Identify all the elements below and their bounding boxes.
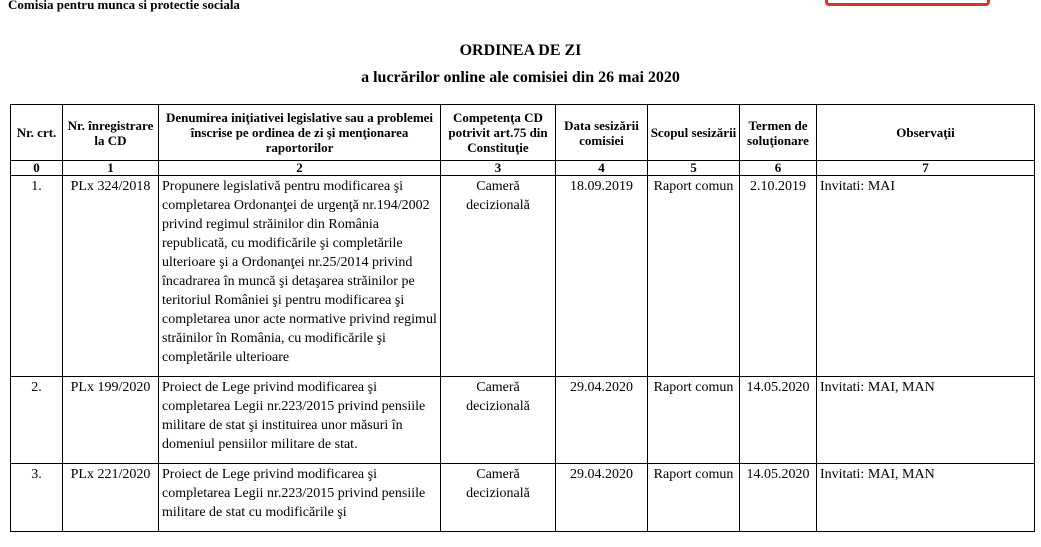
col-header-purpose: Scopul sesizării	[648, 105, 740, 161]
col-index: 1	[63, 161, 159, 176]
referral-date: 29.04.2020	[556, 377, 648, 464]
registration-number: PLx 221/2020	[63, 464, 159, 532]
col-header-date: Data sesizării comisiei	[556, 105, 648, 161]
table-row	[11, 176, 1035, 377]
col-index: 3	[441, 161, 556, 176]
initiative-title: Proiect de Lege privind modificarea şi completarea Legii nr.223/2015 privind pensiile militare de stat cu modificările şi	[159, 464, 441, 532]
competence: Cameră decizională	[441, 377, 556, 464]
resolution-deadline: 14.05.2020	[740, 464, 817, 532]
referral-purpose: Raport comun	[648, 377, 740, 464]
col-index: 6	[740, 161, 817, 176]
page-title: ORDINEA DE ZI	[459, 42, 582, 59]
competence: Cameră decizională	[441, 176, 556, 377]
column-index-row	[11, 161, 1035, 176]
col-index: 7	[817, 161, 1035, 176]
registration-stamp	[825, 0, 990, 6]
page-subtitle: a lucrărilor online ale comisiei din 26 mai 2020	[361, 69, 680, 86]
row-number: 1.	[11, 176, 63, 377]
col-header-registration: Nr. înregistrare la CD	[63, 105, 159, 161]
resolution-deadline: 2.10.2019	[740, 176, 817, 377]
col-index: 0	[11, 161, 63, 176]
col-header-nr: Nr. crt.	[11, 105, 63, 161]
col-index: 5	[648, 161, 740, 176]
col-index: 2	[159, 161, 441, 176]
observations: Invitati: MAI, MAN	[817, 377, 1035, 464]
observations: Invitati: MAI	[817, 176, 1035, 377]
committee-name: Comisia pentru munca si protectie sociala	[8, 0, 240, 12]
table-row	[11, 377, 1035, 464]
col-header-deadline: Termen de soluţionare	[740, 105, 817, 161]
referral-purpose: Raport comun	[648, 176, 740, 377]
table-row	[11, 464, 1035, 532]
row-number: 3.	[11, 464, 63, 532]
referral-date: 29.04.2020	[556, 464, 648, 532]
col-header-title: Denumirea iniţiativei legislative sau a problemei înscrise pe ordinea de zi şi menţionarea raportorilor	[159, 105, 441, 161]
header-row	[11, 105, 1035, 161]
col-index: 4	[556, 161, 648, 176]
agenda-table	[10, 104, 1035, 532]
resolution-deadline: 14.05.2020	[740, 377, 817, 464]
col-header-notes: Observaţii	[817, 105, 1035, 161]
row-number: 2.	[11, 377, 63, 464]
referral-purpose: Raport comun	[648, 464, 740, 532]
initiative-title: Proiect de Lege privind modificarea şi completarea Legii nr.223/2015 privind pensiile militare de stat şi instituirea unor măsuri în domeniul pensiilor militare de stat.	[159, 377, 441, 464]
col-header-competence: Competenţa CD potrivit art.75 din Constituţie	[441, 105, 556, 161]
referral-date: 18.09.2019	[556, 176, 648, 377]
competence: Cameră decizională	[441, 464, 556, 532]
initiative-title: Propunere legislativă pentru modificarea şi completarea Ordonanţei de urgenţă nr.194/2002 privind regimul străinilor din România republicată, cu modificările şi completările ulterioare şi a Ordonanţei nr.25/2014 privind încadrarea în muncă şi detaşarea străinilor pe teritoriul României şi pentru modificarea şi completarea unor acte normative privind regimul străinilor în România, cu modificările şi completările ulterioare	[159, 176, 441, 377]
registration-number: PLx 199/2020	[63, 377, 159, 464]
registration-number: PLx 324/2018	[63, 176, 159, 377]
observations: Invitati: MAI, MAN	[817, 464, 1035, 532]
